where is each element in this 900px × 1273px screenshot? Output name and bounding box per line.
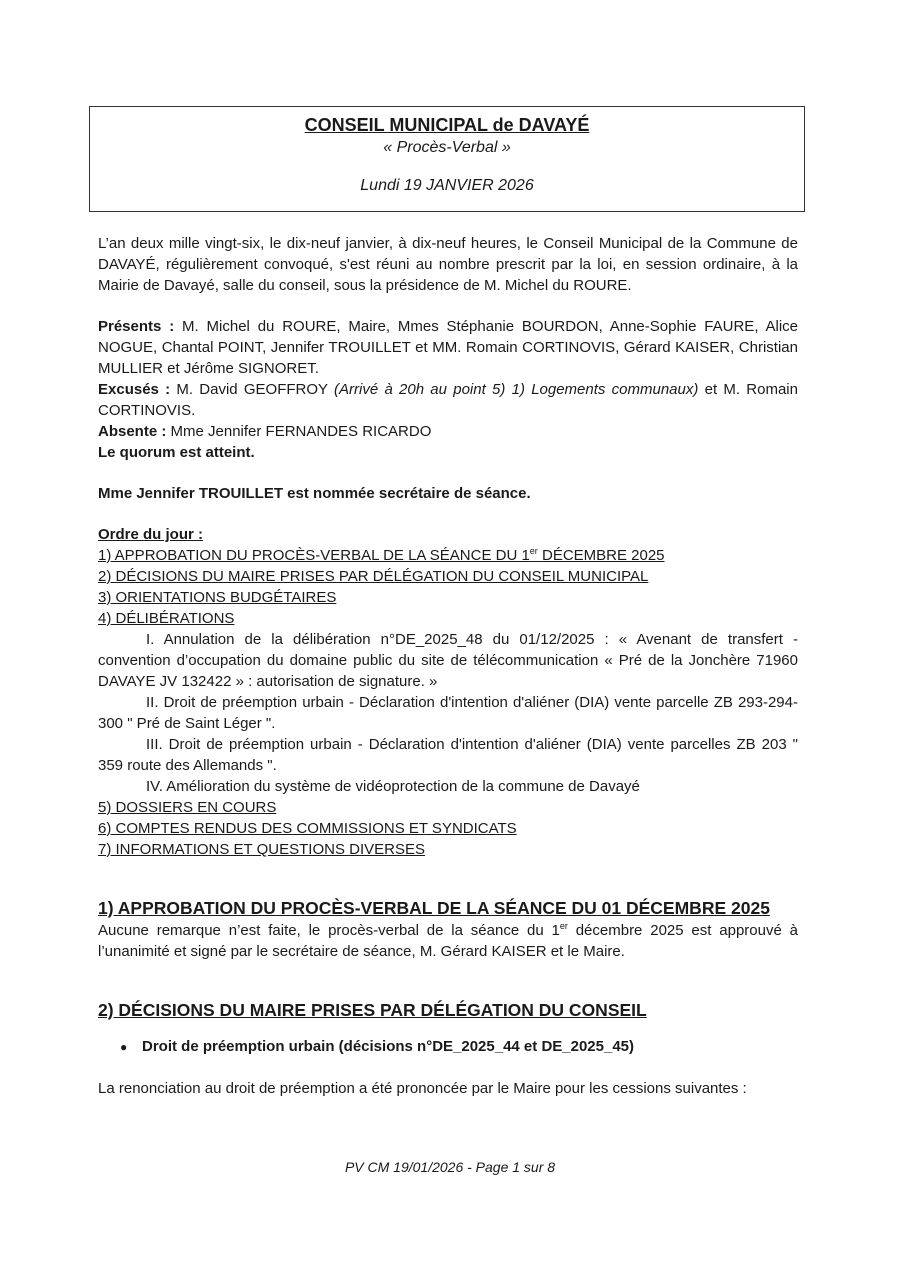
meeting-date: Lundi 19 JANVIER 2026 [360,177,534,194]
agenda-item-7-text: 7) INFORMATIONS ET QUESTIONS DIVERSES [98,841,425,858]
agenda-sub-item-1: I. Annulation de la délibération n°DE_2025_48 du 01/12/2025 : « Avenant de transfert - convention d’occupation du domaine public du site de télécommunication « Pré de la Jonchère 71960 DAVAYE JV 132422 » : autorisation de signature. » [98,631,798,690]
agenda [98,524,798,860]
agenda-item-2-text: 2) DÉCISIONS DU MAIRE PRISES PAR DÉLÉGATION DU CONSEIL MUNICIPAL [98,568,649,585]
agenda-item-2 [98,566,798,587]
agenda-item-5-text: 5) DOSSIERS EN COURS [98,799,277,816]
agenda-heading [98,524,798,545]
presents-text: M. Michel du ROURE, Maire, Mmes Stéphanie BOURDON, Anne-Sophie FAURE, Alice NOGUE, Chantal POINT, Jennifer TROUILLET et MM. Romain CORTINOVIS, Gérard KAISER, Christian MULLIER et Jérôme SIGNORET. [98,318,798,377]
agenda-item-6-text: 6) COMPTES RENDUS DES COMMISSIONS ET SYNDICATS [98,820,517,837]
quorum-statement [98,442,798,463]
agenda-item-6 [98,818,798,839]
agenda-heading-text: Ordre du jour : [98,526,203,543]
secretary-statement [98,483,798,504]
agenda-sub-item-3: III. Droit de préemption urbain - Déclaration d'intention d'aliéner (DIA) vente parcelles ZB 203 " 359 route des Allemands ". [98,736,798,774]
agenda-item-4-text: 4) DÉLIBÉRATIONS [98,610,235,627]
document-body [98,233,798,1099]
agenda-item-4 [98,608,798,629]
section-1-title: 1) APPROBATION DU PROCÈS-VERBAL DE LA SÉANCE DU 01 DÉCEMBRE 2025 [98,898,770,918]
section-2-title: 2) DÉCISIONS DU MAIRE PRISES PAR DÉLÉGATION DU CONSEIL [98,1000,647,1020]
section-2-text: La renonciation au droit de préemption a été prononcée par le Maire pour les cessions suivantes : [98,1080,747,1097]
section-1-text-start: Aucune remarque n’est faite, le procès-verbal de la séance du 1 [98,922,560,939]
agenda-item-7 [98,839,798,860]
agenda-item-5 [98,797,798,818]
excuses-text-2: et M. Romain CORTINOVIS. [98,381,798,419]
agenda-item-1 [98,545,798,566]
agenda-item-1-sup: er [529,546,538,556]
section-2-bullet [98,1036,798,1058]
secretary-text: Mme Jennifer TROUILLET est nommée secrétaire de séance. [98,485,531,502]
page-footer: PV CM 19/01/2026 - Page 1 sur 8 [344,1159,556,1175]
document-subtitle: « Procès-Verbal » [383,139,511,156]
absente-label: Absente : [98,423,167,440]
presents-label: Présents : [98,318,175,335]
header-box [89,106,805,212]
bullet-dot-icon: ● [120,1040,128,1054]
presents-paragraph [98,316,798,379]
excuses-label: Excusés : [98,381,171,398]
agenda-item-1-text: 1) APPROBATION DU PROCÈS-VERBAL DE LA SÉANCE DU 1 [98,547,530,564]
absente-paragraph [98,421,798,442]
agenda-item-3 [98,587,798,608]
quorum-text: Le quorum est atteint. [98,444,255,461]
intro-paragraph: L’an deux mille vingt-six, le dix-neuf janvier, à dix-neuf heures, le Conseil Municipal de la Commune de DAVAYÉ, régulièrement convoqué, s'est réuni au nombre prescrit par la loi, en session ordinaire, à la Mairie de Davayé, salle du conseil, sous la présidence de M. Michel du ROURE. [98,235,798,294]
section-1-text-end: décembre 2025 est approuvé à l’unanimité et signé par le secrétaire de séance, M. Gérard KAISER et le Maire. [98,922,798,960]
absente-text: Mme Jennifer FERNANDES RICARDO [166,423,432,440]
agenda-item-3-text: 3) ORIENTATIONS BUDGÉTAIRES [98,589,337,606]
excuses-note: (Arrivé à 20h au point 5) 1) Logements communaux) [334,381,699,398]
excuses-paragraph [98,379,798,421]
agenda-item-1-text-end: DÉCEMBRE 2025 [537,547,665,564]
agenda-sub-item-2: II. Droit de préemption urbain - Déclaration d'intention d'aliéner (DIA) vente parcelle ZB 293-294-300 " Pré de Saint Léger ". [98,694,798,732]
section-2-bullet-text: Droit de préemption urbain (décisions n°DE_2025_44 et DE_2025_45) [142,1038,635,1055]
section-1-sup: er [559,921,568,931]
document-title: CONSEIL MUNICIPAL de DAVAYÉ [304,115,590,135]
excuses-text-1: M. David GEOFFROY [170,381,335,398]
agenda-sub-item-4: IV. Amélioration du système de vidéoprotection de la commune de Davayé [146,778,640,795]
section-1-text [98,920,798,962]
